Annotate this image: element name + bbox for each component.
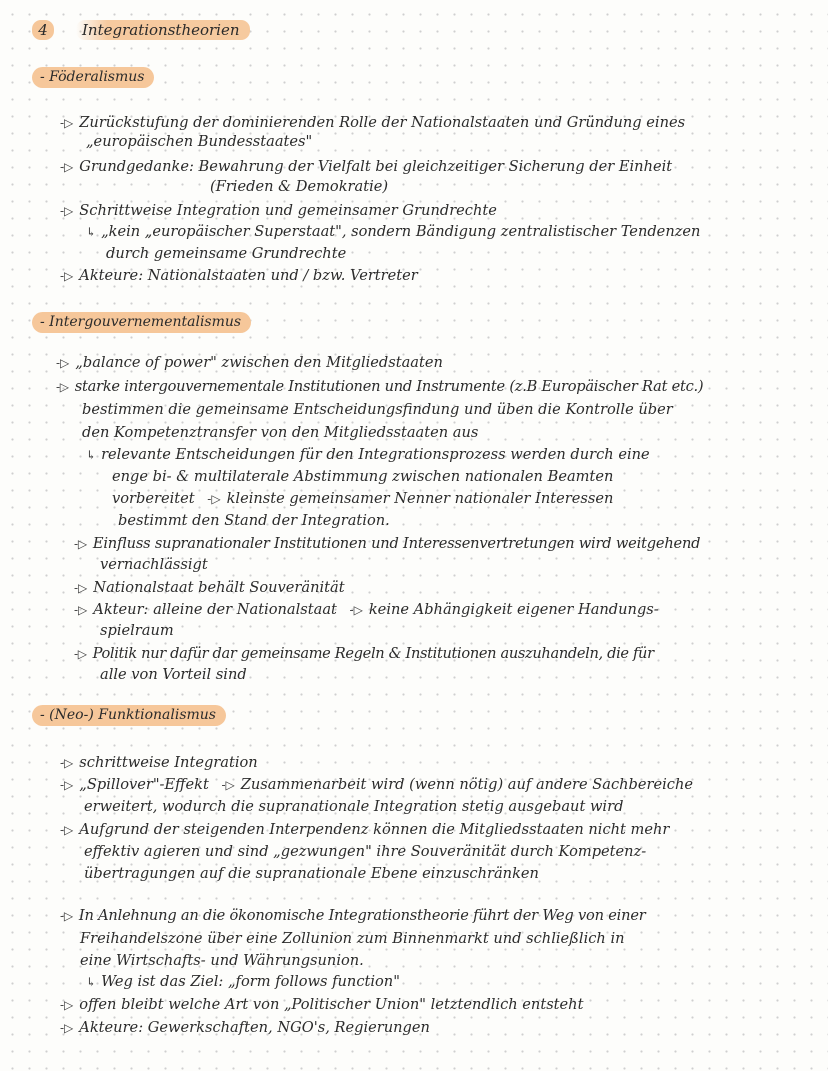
arrow-right-icon: -▷ [60,116,74,130]
return-arrow-icon: ↳ [86,225,97,239]
arrow-right-icon: -▷ [60,204,74,218]
list-item: -▷ In Anlehnung an die ökonomische Integrationstheorie führt der Weg von einer [60,907,646,924]
list-item-continuation: bestimmen die gemeinsame Entscheidungsfindung und üben die Kontrolle über [82,401,673,418]
sub-list-item: ↳ relevante Entscheidungen für den Integrationsprozess werden durch eine [86,446,650,463]
arrow-right-icon: -▷ [60,823,74,837]
list-item-continuation: erweitert, wodurch die supranationale Integration stetig ausgebaut wird [84,798,624,815]
list-item: -▷ Einfluss supranationaler Institutionen und Interessenvertretungen wird weitgehend [74,535,701,552]
arrow-right-icon: -▷ [56,356,70,370]
sub-list-item-continuation: enge bi- & multilaterale Abstimmung zwischen nationalen Beamten [112,468,614,485]
arrow-right-icon: -▷ [74,581,88,595]
return-arrow-icon: ↳ [86,448,97,462]
list-item: -▷ schrittweise Integration [60,754,258,771]
arrow-right-icon: -▷ [74,647,87,661]
list-item: -▷ Grundgedanke: Bewahrung der Vielfalt bei gleichzeitiger Sicherung der Einheit [60,158,673,175]
list-item-continuation: effektiv agieren und sind „gezwungen" ihre Souveränität durch Kompetenz- [84,843,647,860]
arrow-right-icon: -▷ [60,160,74,174]
list-item: -▷ Aufgrund der steigenden Interpendenz können die Mitgliedsstaaten nicht mehr [60,821,670,838]
chapter-number: 4 [32,20,54,40]
section-heading-foederalismus: - Föderalismus [32,67,154,88]
chapter-title: Integrationstheorien [76,20,250,40]
page-title [32,20,250,40]
return-arrow-icon: ↳ [86,975,97,989]
arrow-right-icon: -▷ [60,778,74,792]
list-item: -▷ „Spillover"-Effekt -▷ Zusammenarbeit wird (wenn nötig) auf andere Sachbereiche [60,776,694,793]
list-item-continuation: alle von Vorteil sind [100,666,247,683]
arrow-right-icon: -▷ [56,380,69,394]
arrow-right-icon: -▷ [60,998,74,1012]
list-item: -▷ starke intergouvernementale Institutionen und Instrumente (z.B Europäischer Rat etc.) [56,378,704,395]
list-item-continuation: vernachlässigt [100,556,208,573]
arrow-right-icon: -▷ [349,603,363,617]
list-item: -▷ Zurückstufung der dominierenden Rolle der Nationalstaaten und Gründung eines [60,114,686,131]
list-item-continuation: eine Wirtschafts- und Währungsunion. [80,952,364,969]
sub-list-item-continuation: durch gemeinsame Grundrechte [106,245,347,262]
list-item-continuation: spielraum [100,622,174,639]
arrow-right-icon: -▷ [60,1021,74,1035]
list-item: -▷ Akteur: alleine der Nationalstaat -▷ keine Abhängigkeit eigener Handungs- [74,601,659,618]
list-item: -▷ offen bleibt welche Art von „Politischer Union" letztendlich entsteht [60,996,584,1013]
arrow-right-icon: -▷ [60,909,73,923]
section-heading-intergouvernementalismus: - Intergouvernementalismus [32,312,251,333]
arrow-right-icon: -▷ [60,269,74,283]
list-item: -▷ „balance of power" zwischen den Mitgliedstaaten [56,354,443,371]
sub-list-item: ↳ „kein „europäischer Superstaat", sondern Bändigung zentralistischer Tendenzen [86,223,701,240]
list-item: -▷ Schrittweise Integration und gemeinsamer Grundrechte [60,202,497,219]
list-item: -▷ Akteure: Nationalstaaten und / bzw. Vertreter [60,267,418,284]
sub-list-item-continuation: bestimmt den Stand der Integration. [118,512,390,529]
sub-list-item-continuation: vorbereitet -▷ kleinste gemeinsamer Nenner nationaler Interessen [112,490,614,507]
arrow-right-icon: -▷ [74,537,87,551]
list-item-continuation: übertragungen auf die supranationale Ebene einzuschränken [84,865,539,882]
section-heading-funktionalismus: - (Neo-) Funktionalismus [32,705,226,726]
list-item-continuation: den Kompetenztransfer von den Mitgliedsstaaten aus [82,424,479,441]
list-item-continuation: Freihandelszone über eine Zollunion zum Binnenmarkt und schließlich in [80,930,625,947]
sub-list-item: ↳ Weg ist das Ziel: „form follows function" [86,973,400,990]
list-item: -▷ Akteure: Gewerkschaften, NGO's, Regierungen [60,1019,430,1036]
list-item: -▷ Nationalstaat behält Souveränität [74,579,345,596]
list-item-continuation: „europäischen Bundesstaates" [86,133,313,150]
arrow-right-icon: -▷ [74,603,88,617]
arrow-right-icon: -▷ [207,492,221,506]
arrow-right-icon: -▷ [60,756,74,770]
arrow-right-icon: -▷ [221,778,235,792]
list-item-continuation: (Frieden & Demokratie) [210,178,389,195]
list-item: -▷ Politik nur dafür dar gemeinsame Regeln & Institutionen auszuhandeln, die für [74,645,654,662]
